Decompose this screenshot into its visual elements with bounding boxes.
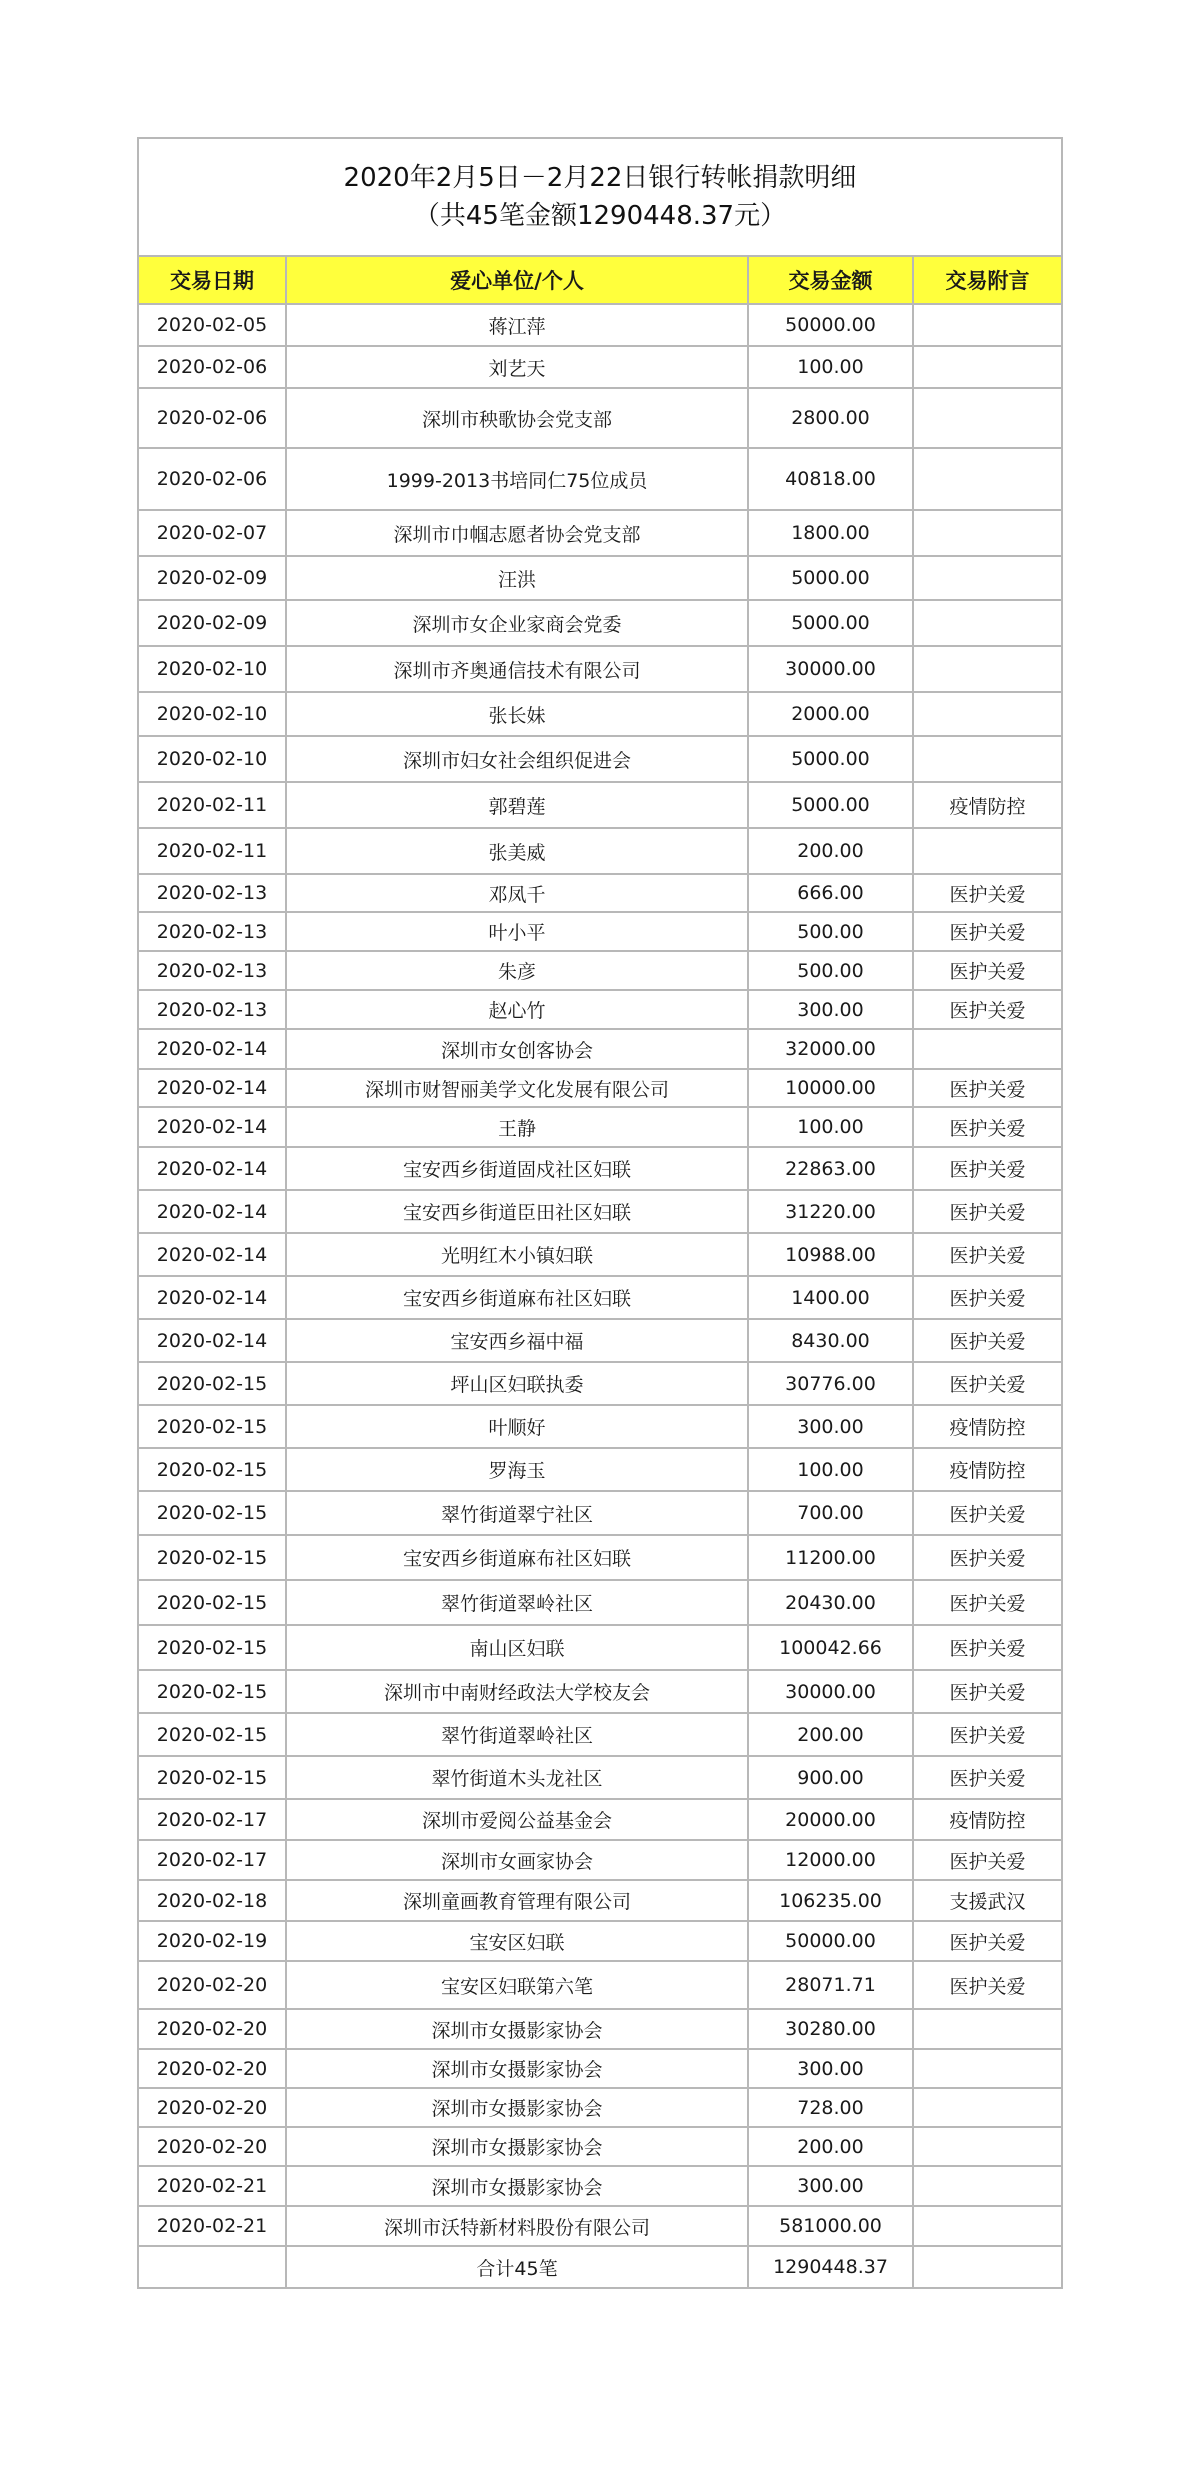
- row-amount: 728.00: [748, 2088, 913, 2127]
- row-note: 医护关爱: [913, 912, 1061, 951]
- total-label: 合计45笔: [286, 2246, 748, 2287]
- row-donor: 深圳市女企业家商会党委: [286, 600, 748, 646]
- table-row: [139, 346, 1061, 388]
- row-amount: 20430.00: [748, 1580, 913, 1625]
- row-donor: 深圳市齐奥通信技术有限公司: [286, 646, 748, 692]
- row-note: 疫情防控: [913, 1799, 1061, 1840]
- table-row: [139, 2049, 1061, 2088]
- row-donor: 深圳市沃特新材料股份有限公司: [286, 2206, 748, 2246]
- table-row: [139, 2127, 1061, 2166]
- row-note: [913, 692, 1061, 736]
- row-amount: 28071.71: [748, 1961, 913, 2009]
- table-row: [139, 1713, 1061, 1756]
- row-date: 2020-02-14: [139, 1233, 286, 1276]
- row-amount: 900.00: [748, 1756, 913, 1799]
- table-row: [139, 1147, 1061, 1190]
- table-row: [139, 1233, 1061, 1276]
- row-note: 疫情防控: [913, 1405, 1061, 1448]
- row-note: [913, 828, 1061, 874]
- row-note: 医护关爱: [913, 1069, 1061, 1107]
- row-date: 2020-02-07: [139, 510, 286, 556]
- row-donor: 翠竹街道翠岭社区: [286, 1713, 748, 1756]
- table-row: [139, 1362, 1061, 1405]
- row-amount: 10000.00: [748, 1069, 913, 1107]
- title-box: [139, 139, 1061, 257]
- row-date: 2020-02-06: [139, 388, 286, 448]
- table-row: [139, 646, 1061, 692]
- row-date: 2020-02-10: [139, 692, 286, 736]
- row-donor: 罗海玉: [286, 1448, 748, 1491]
- row-amount: 500.00: [748, 912, 913, 951]
- row-note: 医护关爱: [913, 990, 1061, 1029]
- row-note: 医护关爱: [913, 1147, 1061, 1190]
- row-amount: 500.00: [748, 951, 913, 990]
- row-date: 2020-02-18: [139, 1880, 286, 1921]
- total-amount: 1290448.37: [748, 2246, 913, 2287]
- row-date: 2020-02-20: [139, 2009, 286, 2049]
- row-date: 2020-02-15: [139, 1448, 286, 1491]
- table-row: [139, 1756, 1061, 1799]
- row-donor: 翠竹街道翠宁社区: [286, 1491, 748, 1535]
- row-date: 2020-02-09: [139, 600, 286, 646]
- row-date: 2020-02-13: [139, 874, 286, 912]
- row-donor: 深圳市秧歌协会党支部: [286, 388, 748, 448]
- row-amount: 300.00: [748, 2049, 913, 2088]
- table-row: [139, 2166, 1061, 2206]
- row-amount: 106235.00: [748, 1880, 913, 1921]
- row-note: 医护关爱: [913, 1319, 1061, 1362]
- row-note: [913, 736, 1061, 782]
- row-note: 医护关爱: [913, 1756, 1061, 1799]
- table-row: [139, 304, 1061, 346]
- donation-table: [139, 257, 1061, 2287]
- row-date: 2020-02-15: [139, 1535, 286, 1580]
- row-note: 医护关爱: [913, 1362, 1061, 1405]
- total-note: [913, 2246, 1061, 2287]
- row-amount: 100.00: [748, 1107, 913, 1147]
- table-row: [139, 1276, 1061, 1319]
- row-date: 2020-02-15: [139, 1491, 286, 1535]
- row-date: 2020-02-15: [139, 1756, 286, 1799]
- row-donor: 宝安西乡街道固戍社区妇联: [286, 1147, 748, 1190]
- table-row: [139, 600, 1061, 646]
- row-date: 2020-02-10: [139, 646, 286, 692]
- row-date: 2020-02-09: [139, 556, 286, 600]
- row-amount: 5000.00: [748, 600, 913, 646]
- row-donor: 深圳市女摄影家协会: [286, 2009, 748, 2049]
- row-amount: 666.00: [748, 874, 913, 912]
- row-donor: 深圳市巾帼志愿者协会党支部: [286, 510, 748, 556]
- row-date: 2020-02-13: [139, 912, 286, 951]
- row-date: 2020-02-06: [139, 448, 286, 510]
- table-row: [139, 990, 1061, 1029]
- row-note: 医护关爱: [913, 1961, 1061, 2009]
- row-donor: 刘艺天: [286, 346, 748, 388]
- row-note: 医护关爱: [913, 1625, 1061, 1670]
- row-date: 2020-02-13: [139, 990, 286, 1029]
- row-date: 2020-02-14: [139, 1276, 286, 1319]
- row-amount: 300.00: [748, 990, 913, 1029]
- row-amount: 5000.00: [748, 782, 913, 828]
- row-donor: 王静: [286, 1107, 748, 1147]
- header-date: 交易日期: [139, 257, 286, 304]
- row-date: 2020-02-13: [139, 951, 286, 990]
- row-donor: 深圳市女摄影家协会: [286, 2127, 748, 2166]
- row-date: 2020-02-15: [139, 1670, 286, 1713]
- row-date: 2020-02-05: [139, 304, 286, 346]
- row-note: 医护关爱: [913, 1670, 1061, 1713]
- table-row: [139, 556, 1061, 600]
- table-row: [139, 1069, 1061, 1107]
- row-note: 医护关爱: [913, 874, 1061, 912]
- row-date: 2020-02-14: [139, 1190, 286, 1233]
- row-note: [913, 600, 1061, 646]
- row-amount: 200.00: [748, 1713, 913, 1756]
- page-title: 2020年2月5日－2月22日银行转帐捐款明细: [343, 163, 857, 193]
- row-note: 医护关爱: [913, 951, 1061, 990]
- table-row: [139, 1880, 1061, 1921]
- table-row: [139, 1799, 1061, 1840]
- row-date: 2020-02-14: [139, 1029, 286, 1069]
- row-amount: 30776.00: [748, 1362, 913, 1405]
- row-note: 疫情防控: [913, 1448, 1061, 1491]
- row-date: 2020-02-11: [139, 782, 286, 828]
- row-date: 2020-02-19: [139, 1921, 286, 1961]
- table-row: [139, 1319, 1061, 1362]
- donation-sheet: [137, 137, 1063, 2289]
- row-amount: 10988.00: [748, 1233, 913, 1276]
- table-row: [139, 782, 1061, 828]
- table-row: [139, 510, 1061, 556]
- row-amount: 100.00: [748, 1448, 913, 1491]
- row-note: [913, 2009, 1061, 2049]
- row-amount: 30280.00: [748, 2009, 913, 2049]
- table-row: [139, 448, 1061, 510]
- row-note: [913, 556, 1061, 600]
- row-date: 2020-02-14: [139, 1147, 286, 1190]
- row-donor: 朱彦: [286, 951, 748, 990]
- header-donor: 爱心单位/个人: [286, 257, 748, 304]
- row-date: 2020-02-20: [139, 2049, 286, 2088]
- row-amount: 20000.00: [748, 1799, 913, 1840]
- table-row: [139, 736, 1061, 782]
- row-date: 2020-02-17: [139, 1840, 286, 1880]
- row-donor: 郭碧莲: [286, 782, 748, 828]
- row-note: [913, 646, 1061, 692]
- row-donor: 深圳市中南财经政法大学校友会: [286, 1670, 748, 1713]
- row-amount: 700.00: [748, 1491, 913, 1535]
- row-amount: 30000.00: [748, 646, 913, 692]
- row-donor: 光明红木小镇妇联: [286, 1233, 748, 1276]
- table-row: [139, 1961, 1061, 2009]
- row-note: [913, 388, 1061, 448]
- row-note: 医护关爱: [913, 1107, 1061, 1147]
- row-donor: 南山区妇联: [286, 1625, 748, 1670]
- row-donor: 深圳市爱阅公益基金会: [286, 1799, 748, 1840]
- row-date: 2020-02-14: [139, 1069, 286, 1107]
- row-date: 2020-02-17: [139, 1799, 286, 1840]
- table-row: [139, 692, 1061, 736]
- row-donor: 张长妹: [286, 692, 748, 736]
- row-amount: 50000.00: [748, 304, 913, 346]
- row-amount: 300.00: [748, 1405, 913, 1448]
- table-row: [139, 1190, 1061, 1233]
- table-row: [139, 1535, 1061, 1580]
- row-amount: 5000.00: [748, 556, 913, 600]
- row-amount: 2000.00: [748, 692, 913, 736]
- row-note: [913, 304, 1061, 346]
- row-note: 医护关爱: [913, 1840, 1061, 1880]
- row-donor: 宝安西乡福中福: [286, 1319, 748, 1362]
- row-donor: 深圳市女摄影家协会: [286, 2166, 748, 2206]
- table-row: [139, 388, 1061, 448]
- row-amount: 32000.00: [748, 1029, 913, 1069]
- row-date: 2020-02-14: [139, 1319, 286, 1362]
- row-donor: 1999-2013书培同仁75位成员: [286, 448, 748, 510]
- row-date: 2020-02-15: [139, 1362, 286, 1405]
- table-row: [139, 1625, 1061, 1670]
- row-amount: 8430.00: [748, 1319, 913, 1362]
- row-amount: 200.00: [748, 2127, 913, 2166]
- row-amount: 5000.00: [748, 736, 913, 782]
- row-donor: 深圳市女画家协会: [286, 1840, 748, 1880]
- table-row: [139, 951, 1061, 990]
- row-donor: 宝安区妇联: [286, 1921, 748, 1961]
- table-row: [139, 1029, 1061, 1069]
- row-donor: 叶顺好: [286, 1405, 748, 1448]
- row-note: 医护关爱: [913, 1233, 1061, 1276]
- row-donor: 叶小平: [286, 912, 748, 951]
- row-donor: 张美威: [286, 828, 748, 874]
- row-note: 医护关爱: [913, 1713, 1061, 1756]
- row-donor: 宝安西乡街道麻布社区妇联: [286, 1535, 748, 1580]
- row-note: 疫情防控: [913, 782, 1061, 828]
- table-row: [139, 2206, 1061, 2246]
- row-donor: 深圳市财智丽美学文化发展有限公司: [286, 1069, 748, 1107]
- row-note: 医护关爱: [913, 1190, 1061, 1233]
- table-body: [139, 304, 1061, 2287]
- row-date: 2020-02-15: [139, 1405, 286, 1448]
- row-donor: 翠竹街道翠岭社区: [286, 1580, 748, 1625]
- row-donor: 汪洪: [286, 556, 748, 600]
- total-date: [139, 2246, 286, 2287]
- row-note: [913, 448, 1061, 510]
- row-note: [913, 2127, 1061, 2166]
- row-date: 2020-02-15: [139, 1625, 286, 1670]
- row-note: 医护关爱: [913, 1276, 1061, 1319]
- header-amount: 交易金额: [748, 257, 913, 304]
- row-donor: 宝安西乡街道臣田社区妇联: [286, 1190, 748, 1233]
- table-row: [139, 1491, 1061, 1535]
- row-note: [913, 2088, 1061, 2127]
- row-date: 2020-02-20: [139, 1961, 286, 2009]
- row-date: 2020-02-21: [139, 2206, 286, 2246]
- row-amount: 40818.00: [748, 448, 913, 510]
- table-row: [139, 1921, 1061, 1961]
- table-row: [139, 2009, 1061, 2049]
- row-note: [913, 1029, 1061, 1069]
- row-note: 医护关爱: [913, 1535, 1061, 1580]
- row-amount: 581000.00: [748, 2206, 913, 2246]
- row-donor: 宝安西乡街道麻布社区妇联: [286, 1276, 748, 1319]
- row-amount: 30000.00: [748, 1670, 913, 1713]
- page-subtitle: （共45笔金额1290448.37元）: [413, 201, 787, 231]
- row-amount: 200.00: [748, 828, 913, 874]
- table-row: [139, 874, 1061, 912]
- row-donor: 赵心竹: [286, 990, 748, 1029]
- row-date: 2020-02-20: [139, 2127, 286, 2166]
- row-donor: 宝安区妇联第六笔: [286, 1961, 748, 2009]
- row-amount: 22863.00: [748, 1147, 913, 1190]
- header-row: [139, 257, 1061, 304]
- table-row: [139, 912, 1061, 951]
- row-note: 医护关爱: [913, 1580, 1061, 1625]
- row-note: [913, 510, 1061, 556]
- table-row: [139, 1448, 1061, 1491]
- row-date: 2020-02-14: [139, 1107, 286, 1147]
- row-note: [913, 2166, 1061, 2206]
- row-amount: 11200.00: [748, 1535, 913, 1580]
- table-row: [139, 1840, 1061, 1880]
- table-row: [139, 828, 1061, 874]
- row-date: 2020-02-15: [139, 1580, 286, 1625]
- row-note: [913, 2049, 1061, 2088]
- row-note: [913, 346, 1061, 388]
- row-amount: 1400.00: [748, 1276, 913, 1319]
- row-donor: 蒋江萍: [286, 304, 748, 346]
- row-donor: 翠竹街道木头龙社区: [286, 1756, 748, 1799]
- row-note: 支援武汉: [913, 1880, 1061, 1921]
- row-donor: 深圳市女摄影家协会: [286, 2049, 748, 2088]
- row-date: 2020-02-06: [139, 346, 286, 388]
- table-row: [139, 1405, 1061, 1448]
- row-amount: 300.00: [748, 2166, 913, 2206]
- table-row: [139, 1670, 1061, 1713]
- row-note: 医护关爱: [913, 1491, 1061, 1535]
- row-date: 2020-02-11: [139, 828, 286, 874]
- row-date: 2020-02-20: [139, 2088, 286, 2127]
- row-amount: 50000.00: [748, 1921, 913, 1961]
- table-row: [139, 1580, 1061, 1625]
- row-amount: 1800.00: [748, 510, 913, 556]
- table-row: [139, 1107, 1061, 1147]
- row-donor: 深圳童画教育管理有限公司: [286, 1880, 748, 1921]
- row-note: 医护关爱: [913, 1921, 1061, 1961]
- row-donor: 深圳市女创客协会: [286, 1029, 748, 1069]
- row-amount: 2800.00: [748, 388, 913, 448]
- row-date: 2020-02-10: [139, 736, 286, 782]
- row-amount: 100.00: [748, 346, 913, 388]
- row-note: [913, 2206, 1061, 2246]
- header-note: 交易附言: [913, 257, 1061, 304]
- row-donor: 深圳市妇女社会组织促进会: [286, 736, 748, 782]
- row-date: 2020-02-15: [139, 1713, 286, 1756]
- row-amount: 31220.00: [748, 1190, 913, 1233]
- row-amount: 100042.66: [748, 1625, 913, 1670]
- row-amount: 12000.00: [748, 1840, 913, 1880]
- row-date: 2020-02-21: [139, 2166, 286, 2206]
- row-donor: 深圳市女摄影家协会: [286, 2088, 748, 2127]
- table-row: [139, 2088, 1061, 2127]
- row-donor: 坪山区妇联执委: [286, 1362, 748, 1405]
- total-row: [139, 2246, 1061, 2287]
- row-donor: 邓凤千: [286, 874, 748, 912]
